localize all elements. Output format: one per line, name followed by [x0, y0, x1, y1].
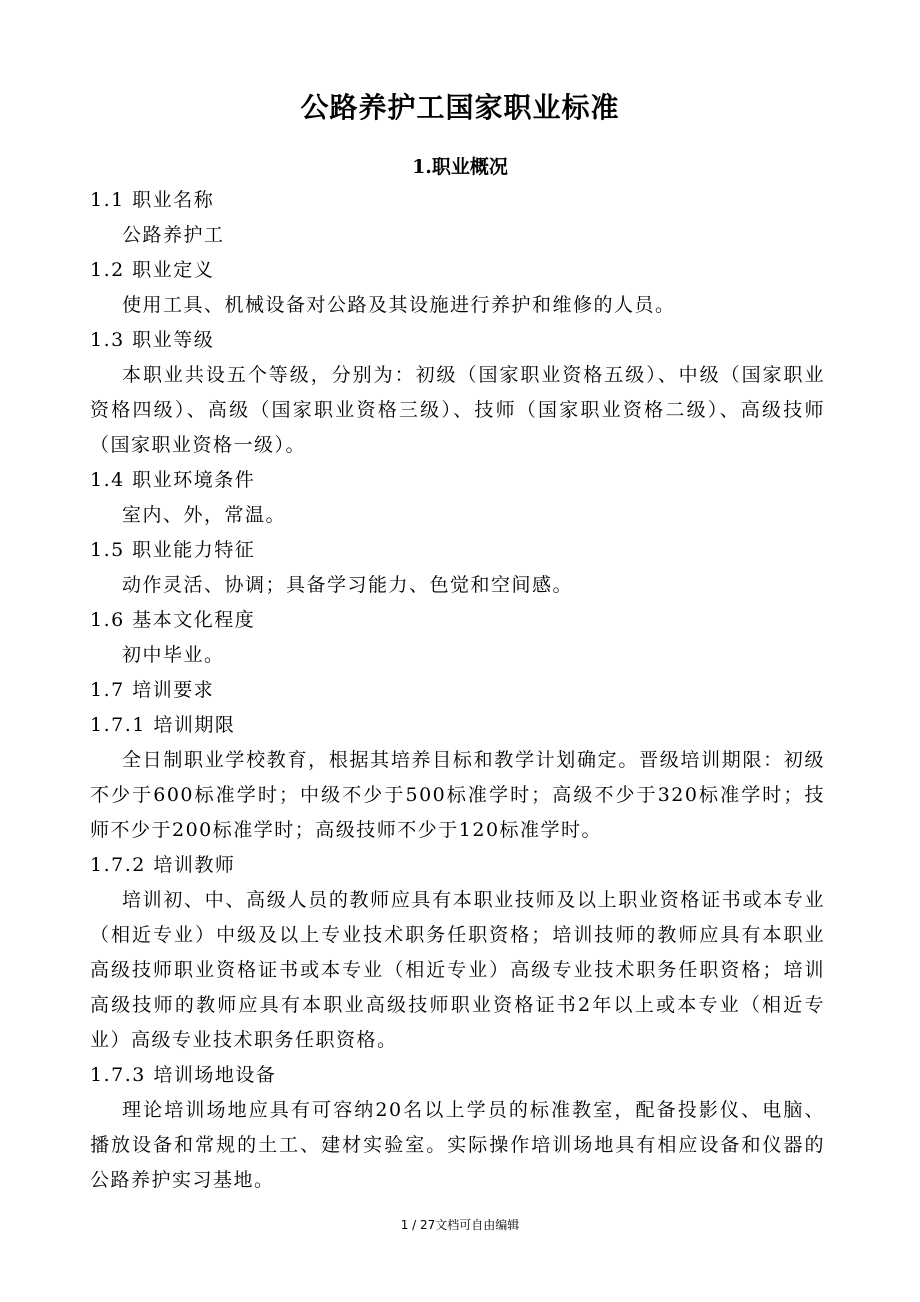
- paragraph-1-3: 本职业共设五个等级，分别为：初级（国家职业资格五级）、中级（国家职业资格四级）、高级（国家职业资格三级）、技师（国家职业资格二级）、高级技师（国家职业资格一级）。: [90, 364, 825, 456]
- heading-1-2: 1.2 职业定义: [90, 259, 215, 281]
- paragraph-1-7-1: 全日制职业学校教育，根据其培养目标和教学计划确定。晋级培训期限：初级不少于600标准学时；中级不少于500标准学时；高级不少于320标准学时；技师不少于200标准学时；高级技师不少于120标准学时。: [90, 749, 825, 841]
- paragraph-1-2: 使用工具、机械设备对公路及其设施进行养护和维修的人员。: [122, 294, 676, 316]
- paragraph-1-1: 公路养护工: [122, 224, 225, 246]
- heading-1-7-3: 1.7.3 培训场地设备: [90, 1064, 277, 1086]
- heading-1-7-2: 1.7.2 培训教师: [90, 854, 236, 876]
- heading-1-6: 1.6 基本文化程度: [90, 609, 256, 631]
- paragraph-1-7-3: 理论培训场地应具有可容纳20名以上学员的标准教室，配备投影仪、电脑、播放设备和常规的土工、建材实验室。实际操作培训场地具有相应设备和仪器的公路养护实习基地。: [90, 1099, 825, 1191]
- page-footer: 1 / 27文档可自由编辑: [400, 1218, 520, 1232]
- heading-1-7: 1.7 培训要求: [90, 679, 215, 701]
- paragraph-1-5: 动作灵活、协调；具备学习能力、色觉和空间感。: [122, 574, 574, 596]
- heading-1-4: 1.4 职业环境条件: [90, 469, 256, 491]
- heading-1-5: 1.5 职业能力特征: [90, 539, 256, 561]
- document-body: [90, 183, 825, 1198]
- heading-1-3: 1.3 职业等级: [90, 329, 215, 351]
- paragraph-1-6: 初中毕业。: [122, 644, 225, 666]
- heading-1-1: 1.1 职业名称: [90, 189, 215, 211]
- paragraph-1-7-2: 培训初、中、高级人员的教师应具有本职业技师及以上职业资格证书或本专业（相近专业）中级及以上专业技术职务任职资格；培训技师的教师应具有本职业高级技师职业资格证书或本专业（相近专业）高级专业技术职务任职资格；培训高级技师的教师应具有本职业高级技师职业资格证书2年以上或本专业（相近专业）高级专业技术职务任职资格。: [90, 889, 825, 1051]
- document-title: 公路养护工国家职业标准: [300, 91, 620, 124]
- heading-1-7-1: 1.7.1 培训期限: [90, 714, 236, 736]
- section-title: 1.职业概况: [412, 156, 508, 178]
- paragraph-1-4: 室内、外，常温。: [122, 504, 287, 526]
